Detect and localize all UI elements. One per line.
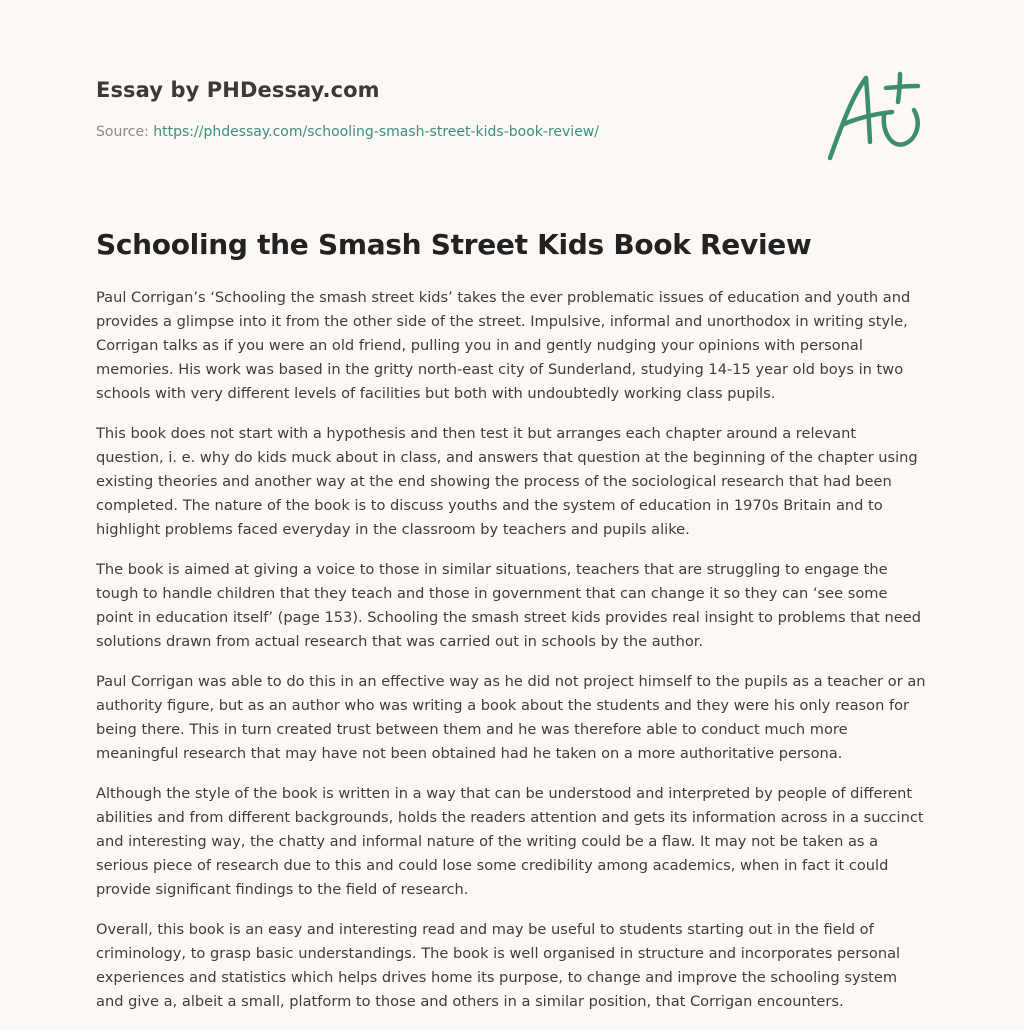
article-paragraph: Paul Corrigan was able to do this in an effective way as he did not project himself to the pupils as a teacher or an authority figure, but as an author who was writing a book about the students and they were his only reason for being there. This in turn created trust between them and he was therefore able to conduct much more meaningful research that may have not been obtained had he taken on a more authoritative persona. — [96, 673, 926, 762]
a-plus-logo-icon — [822, 68, 932, 168]
page-header — [96, 74, 696, 142]
article-paragraph: Paul Corrigan’s ‘Schooling the smash street kids’ takes the ever problematic issues of education and youth and provides a glimpse into it from the other side of the street. Impulsive, informal and unorthodox in writing style, Corrigan talks as if you were an old friend, pulling you in and gently nudging your opinions with personal memories. His work was based in the gritty north-east city of Sunderland, studying 14-15 year old boys in two schools with very different levels of facilities but both with undoubtedly working class pupils. — [96, 289, 911, 402]
article-paragraph: This book does not start with a hypothesis and then test it but arranges each chapter around a relevant question, i. e. why do kids muck about in class, and answers that question at the beginning of the chapter using existing theories and another way at the end showing the process of the sociological research that had been completed. The nature of the book is to discuss youths and the system of education in 1970s Britain and to highlight problems faced everyday in the classroom by teachers and pupils alike. — [96, 425, 918, 538]
source-label: Source: — [96, 124, 154, 140]
logo-text: A+ — [826, 148, 828, 149]
article-paragraph: Overall, this book is an easy and interesting read and may be useful to students starting out in the field of criminology, to grasp basic understandings. The book is well organised in structure and incorporates personal experiences and statistics which helps drives home its purpose, to change and improve the schooling system and give a, albeit a small, platform to those and others in a similar position, that Corrigan encounters. — [96, 921, 901, 1010]
site-brand: Essay by PHDessay.com — [96, 78, 380, 102]
article-paragraph: The book is aimed at giving a voice to those in similar situations, teachers that are struggling to engage the tough to handle children that they teach and those in government that can change it so they can ‘see some point in education itself’ (page 153). Schooling the smash street kids provides real insight to problems that need solutions drawn from actual research that was carried out in schools by the author. — [96, 561, 921, 650]
article-paragraph: Although the style of the book is written in a way that can be understood and interpreted by people of different abilities and from different backgrounds, holds the readers attention and gets its information across in a succinct and interesting way, the chatty and informal nature of the writing could be a flaw. It may not be taken as a serious piece of research due to this and could lose some credibility among academics, when in fact it could provide significant findings to the field of research. — [96, 785, 924, 898]
article-title: Schooling the Smash Street Kids Book Review — [96, 228, 812, 261]
source-line — [96, 122, 696, 142]
article-body — [96, 286, 928, 1030]
source-link[interactable]: https://phdessay.com/schooling-smash-street-kids-book-review/ — [153, 124, 599, 140]
